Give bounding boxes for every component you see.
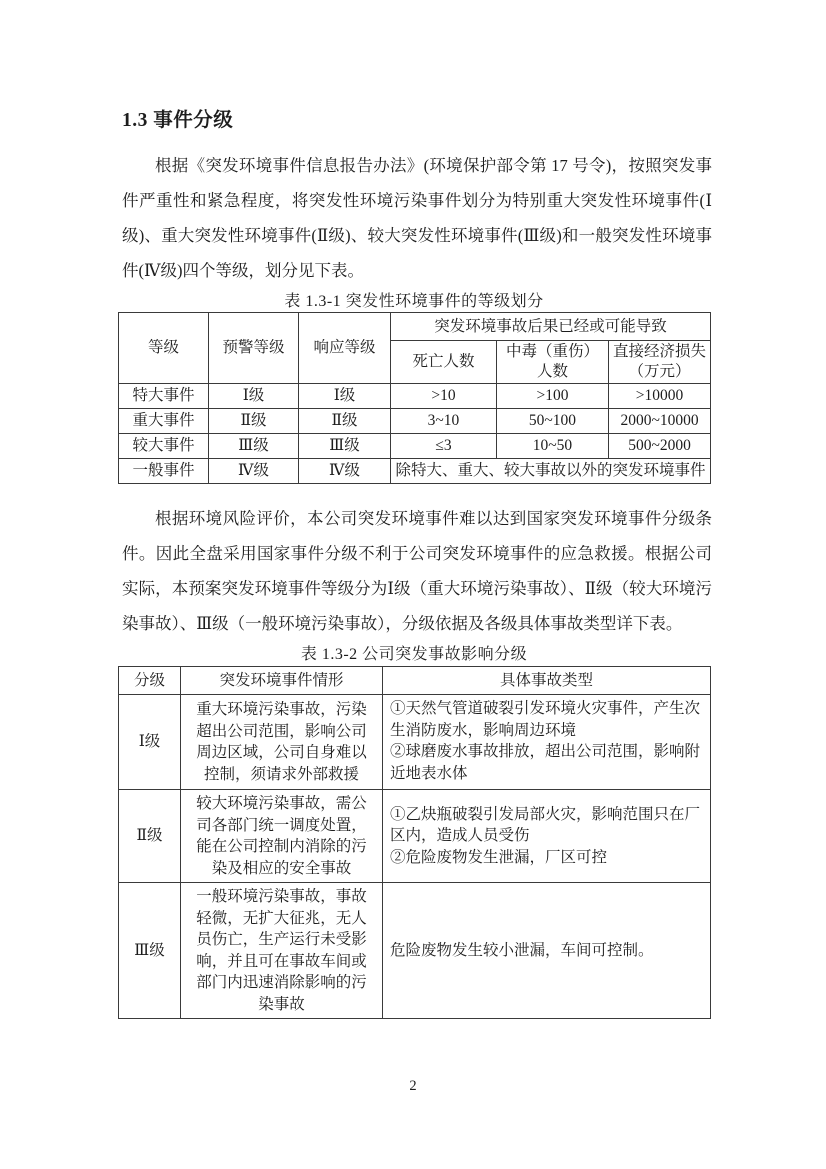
t2-row-level-1 <box>119 695 711 790</box>
t2-cell-situation: 重大环境污染事故，污染超出公司范围，影响公司周边区域，公司自身难以控制，须请求外部救援 <box>181 695 383 790</box>
table2-caption: 表 1.3-2 公司突发事故影响分级 <box>300 646 528 663</box>
t1-cell-warning: Ⅲ级 <box>209 434 299 459</box>
t2-header-situation: 突发环境事件情形 <box>181 667 383 695</box>
t1-cell-warning: Ⅱ级 <box>209 409 299 434</box>
t1-cell-warning: Ⅰ级 <box>209 384 299 409</box>
t1-header-deaths: 死亡人数 <box>391 341 497 384</box>
t1-cell-loss: >10000 <box>609 384 711 409</box>
table1-caption: 表 1.3-1 突发性环境事件的等级划分 <box>284 293 544 310</box>
t1-cell-poisoned: 10~50 <box>497 434 609 459</box>
t1-cell-level: 重大事件 <box>119 409 209 434</box>
t2-type-item: ①天然气管道破裂引发环境火灾事件，产生次生消防废水，影响周边环境 <box>390 700 701 739</box>
t1-header-response: 响应等级 <box>299 313 391 384</box>
t1-cell-response: Ⅲ级 <box>299 434 391 459</box>
table-company-accident-grade <box>118 666 711 1019</box>
t2-header-row <box>119 667 711 695</box>
t1-cell-poisoned: 50~100 <box>497 409 609 434</box>
t2-row-level-3 <box>119 883 711 1019</box>
t1-cell-warning: Ⅳ级 <box>209 459 299 484</box>
t2-cell-types <box>383 883 711 1019</box>
t1-cell-other: 除特大、重大、较大事故以外的突发环境事件 <box>391 459 711 484</box>
t1-header-consequence-group: 突发环境事故后果已经或可能导致 <box>391 313 711 341</box>
t1-row-major <box>119 409 711 434</box>
t2-cell-level: Ⅲ级 <box>119 883 181 1019</box>
t1-header-loss: 直接经济损失（万元） <box>609 341 711 384</box>
t2-row-level-2 <box>119 790 711 883</box>
page-number: 2 <box>409 1078 417 1094</box>
t2-cell-types <box>383 695 711 790</box>
t2-type-item: ①乙炔瓶破裂引发局部火灾，影响范围只在厂区内，造成人员受伤 <box>390 805 701 845</box>
t1-row-extra-major <box>119 384 711 409</box>
paragraph-company-grading: 根据环境风险评价，本公司突发环境事件难以达到国家突发环境事件分级条件。因此全盘采用国家事件分级不利于公司突发环境事件的应急救援。根据公司实际，本预案突发环境事件等级分为Ⅰ级（重大环境污染事故）、Ⅱ级（较大环境污染事故）、Ⅲ级（一般环境污染事故），分级依据及各级具体事故类型详下表。 <box>122 509 712 633</box>
t1-header-poisoned: 中毒（重伤）人数 <box>497 341 609 384</box>
t1-header-row-1 <box>119 313 711 341</box>
t2-cell-situation: 较大环境污染事故，需公司各部门统一调度处置，能在公司控制内消除的污染及相应的安全事故 <box>181 790 383 883</box>
t1-cell-deaths: >10 <box>391 384 497 409</box>
t2-cell-level: Ⅰ级 <box>119 695 181 790</box>
t1-cell-deaths: 3~10 <box>391 409 497 434</box>
t1-row-large <box>119 434 711 459</box>
t1-cell-response: Ⅰ级 <box>299 384 391 409</box>
t2-header-types: 具体事故类型 <box>383 667 711 695</box>
t1-cell-poisoned: >100 <box>497 384 609 409</box>
paragraph-intro: 根据《突发环境事件信息报告办法》(环境保护部令第 17 号令)，按照突发事件严重性和紧急程度，将突发性环境污染事件划分为特别重大突发性环境事件(Ⅰ级)、重大突发性环境事件(Ⅱ级)、较大突发性环境事件(Ⅲ级)和一般突发性环境事件(Ⅳ级)四个等级，划分见下表。 <box>122 156 712 280</box>
t2-type-item: 危险废物发生较小泄漏，车间可控制。 <box>390 941 654 959</box>
t1-cell-level: 较大事件 <box>119 434 209 459</box>
t2-header-level: 分级 <box>119 667 181 695</box>
table-event-grade-national <box>118 312 711 484</box>
t2-cell-level: Ⅱ级 <box>119 790 181 883</box>
t1-cell-response: Ⅱ级 <box>299 409 391 434</box>
t2-type-item: ②危险废物发生泄漏，厂区可控 <box>390 848 608 866</box>
t1-cell-loss: 2000~10000 <box>609 409 711 434</box>
section-heading: 1.3 事件分级 <box>122 110 234 131</box>
t1-cell-deaths: ≤3 <box>391 434 497 459</box>
t1-cell-level: 特大事件 <box>119 384 209 409</box>
t2-type-item: ②球磨废水事故排放，超出公司范围，影响附近地表水体 <box>390 743 701 782</box>
t2-cell-situation: 一般环境污染事故，事故轻微，无扩大征兆，无人员伤亡，生产运行未受影响，并且可在事故车间或部门内迅速消除影响的污染事故 <box>181 883 383 1019</box>
t1-cell-loss: 500~2000 <box>609 434 711 459</box>
t1-header-warning: 预警等级 <box>209 313 299 384</box>
t2-cell-types <box>383 790 711 883</box>
t1-header-level: 等级 <box>119 313 209 384</box>
t1-row-general <box>119 459 711 484</box>
t1-cell-level: 一般事件 <box>119 459 209 484</box>
t1-cell-response: Ⅳ级 <box>299 459 391 484</box>
